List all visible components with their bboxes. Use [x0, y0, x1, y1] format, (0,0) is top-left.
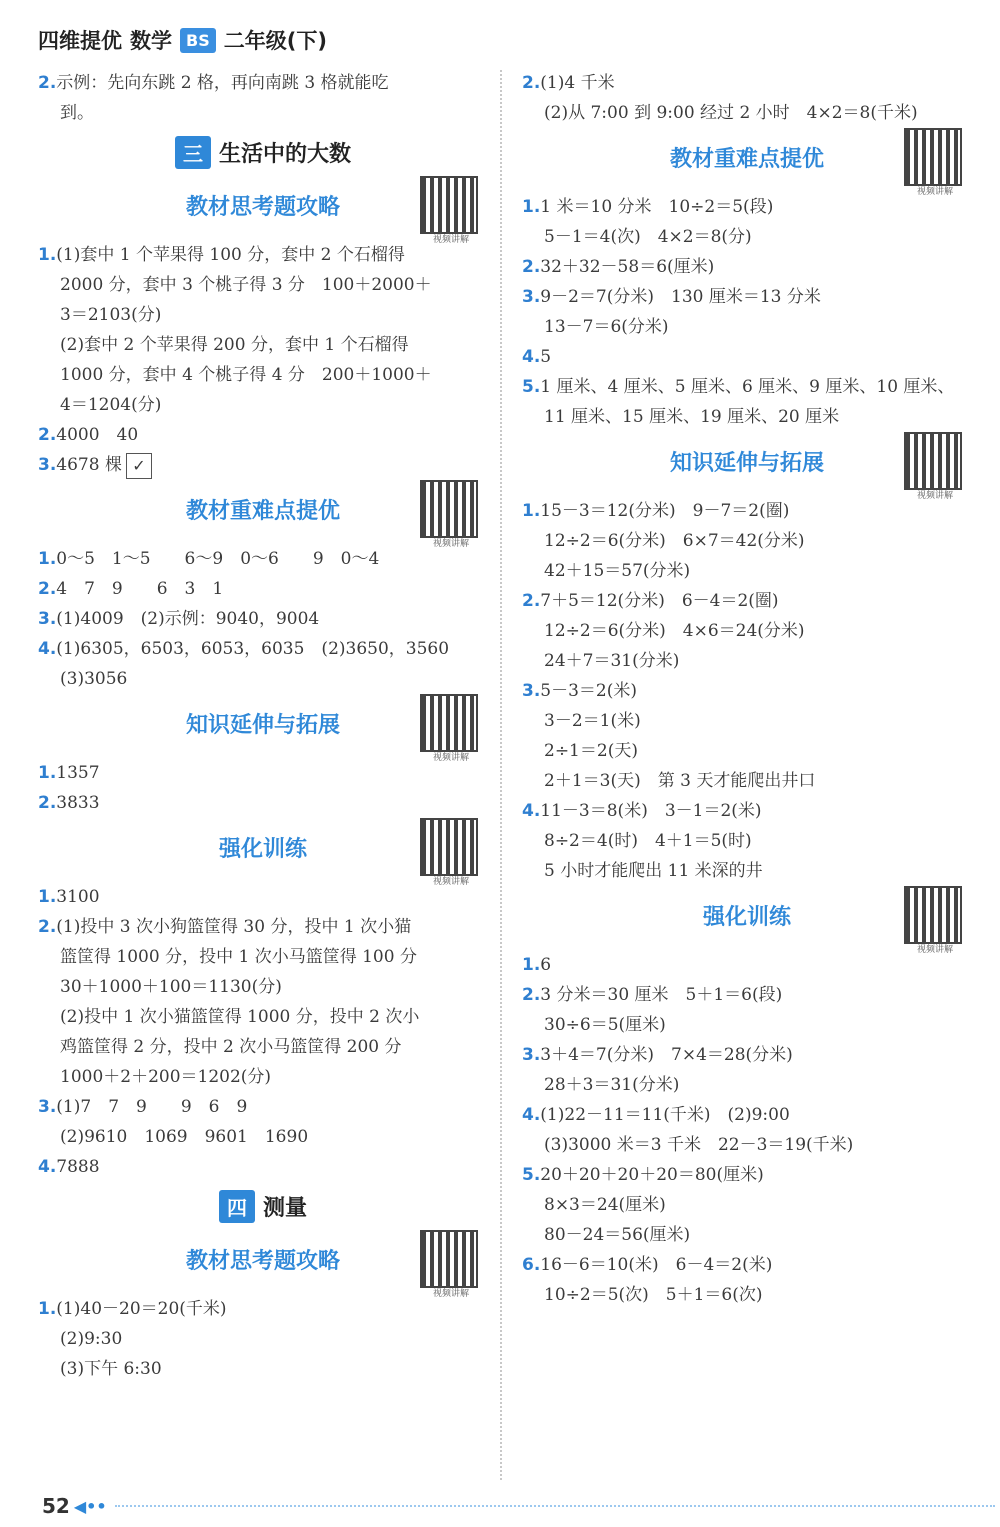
- qr-code[interactable]: [420, 480, 482, 550]
- answer-line: [38, 450, 488, 480]
- unit-title: 测量: [262, 1195, 307, 1221]
- answer-line: [38, 664, 488, 694]
- answer-line: [522, 766, 972, 796]
- unit-heading-4: [38, 1182, 488, 1230]
- answer-line: [522, 1070, 972, 1100]
- question-number: 1.: [522, 501, 541, 521]
- qr-caption: 视频讲解: [916, 945, 953, 955]
- answer-text: 3833: [56, 793, 100, 813]
- answer-line: [522, 980, 972, 1010]
- qr-code[interactable]: [904, 432, 966, 502]
- answer-line: [522, 1040, 972, 1070]
- answer-line: [38, 1002, 488, 1032]
- answer-text: 5－1＝4(次) 4×2＝8(分): [544, 227, 752, 247]
- section-title: 强化训练: [218, 837, 307, 862]
- qr-code[interactable]: [420, 818, 482, 888]
- answer-text: 11－3＝8(米) 3－1＝2(米): [540, 801, 762, 821]
- question-number: 2.: [38, 73, 57, 93]
- answer-text: 4＝1204(分): [60, 395, 162, 415]
- answer-line: [522, 252, 972, 282]
- answer-line: [38, 1122, 488, 1152]
- answer-text: 示例：先向东跳 2 格，再向南跳 3 格就能吃: [56, 73, 389, 93]
- question-number: 4.: [38, 1157, 57, 1177]
- answer-text: 9－2＝7(分米) 130 厘米＝13 分米: [540, 287, 821, 307]
- answer-text: 15－3＝12(分米) 9－7＝2(圈): [540, 501, 790, 521]
- answer-text: 5 小时才能爬出 11 米深的井: [544, 861, 763, 881]
- answer-text: (1)投中 3 次小狗篮筐得 30 分，投中 1 次小猫: [56, 917, 412, 937]
- column-divider: [500, 70, 502, 1480]
- answer-text: 3 分米＝30 厘米 5＋1＝6(段): [540, 985, 783, 1005]
- answer-block: [38, 544, 488, 694]
- answer-text: 7＋5＝12(分米) 6－4＝2(圈): [540, 591, 779, 611]
- question-number: 1.: [38, 245, 57, 265]
- right-column: [522, 68, 972, 1310]
- answer-text: 6: [540, 955, 552, 975]
- question-number: 4.: [522, 1105, 541, 1125]
- answer-text: (1)22－11＝11(千米) (2)9:00: [540, 1105, 790, 1125]
- section-title: 教材重难点提优: [185, 499, 340, 524]
- answer-block: [522, 496, 972, 886]
- answer-text: (2)从 7:00 到 9:00 经过 2 小时 4×2＝8(千米): [544, 103, 918, 123]
- question-number: 3.: [38, 455, 57, 475]
- answer-line: [522, 1160, 972, 1190]
- question-number: 1.: [38, 549, 57, 569]
- answer-line: [522, 98, 972, 128]
- answer-line: [522, 1130, 972, 1160]
- question-number: 1.: [522, 955, 541, 975]
- answer-line: [38, 98, 488, 128]
- answer-text: 3100: [56, 887, 100, 907]
- answer-text: (1)套中 1 个苹果得 100 分，套中 2 个石榴得: [56, 245, 405, 265]
- qr-caption: 视频讲解: [432, 1289, 469, 1299]
- left-column: [38, 68, 488, 1384]
- answer-line: [38, 420, 488, 450]
- answer-line: [38, 1062, 488, 1092]
- answer-line: [38, 330, 488, 360]
- question-number: 4.: [522, 347, 541, 367]
- answer-text: 2＋1＝3(天) 第 3 天才能爬出井口: [544, 771, 816, 791]
- qr-code-image: [904, 886, 962, 944]
- answer-text: 1 米＝10 分米 10÷2＝5(段): [540, 197, 774, 217]
- subject-name: 数学: [130, 29, 172, 53]
- answer-text: 42＋15＝57(分米): [544, 561, 691, 581]
- answer-text: 32＋32－58＝6(厘米): [540, 257, 715, 277]
- answer-text: 7888: [56, 1157, 100, 1177]
- answer-line: [522, 796, 972, 826]
- question-number: 4.: [38, 639, 57, 659]
- answer-text: (3)下午 6:30: [60, 1359, 162, 1379]
- answer-line: [38, 604, 488, 634]
- section-title: 知识延伸与拓展: [669, 451, 824, 476]
- answer-line: [38, 788, 488, 818]
- answer-text: (2)9:30: [60, 1329, 123, 1349]
- arrow-left-icon: ◀••: [73, 1496, 107, 1516]
- answer-line: [522, 1250, 972, 1280]
- question-number: 5.: [522, 377, 541, 397]
- qr-caption: 视频讲解: [432, 539, 469, 549]
- edition-badge: BS: [180, 28, 216, 53]
- answer-text: 鸡篮筐得 2 分，投中 2 次小马篮筐得 200 分: [60, 1037, 402, 1057]
- answer-text: 1357: [56, 763, 100, 783]
- answer-text: 20＋20＋20＋20＝80(厘米): [540, 1165, 764, 1185]
- answer-text: 11 厘米、15 厘米、19 厘米、20 厘米: [544, 407, 840, 427]
- answer-text: 8×3＝24(厘米): [544, 1195, 666, 1215]
- qr-caption: 视频讲解: [916, 187, 953, 197]
- answer-line: [522, 1010, 972, 1040]
- question-number: 2.: [38, 793, 57, 813]
- answer-line: [522, 586, 972, 616]
- section-title: 教材重难点提优: [669, 147, 824, 172]
- answer-block: [38, 882, 488, 1182]
- answer-line: [38, 972, 488, 1002]
- answer-text: 3＋4＝7(分米) 7×4＝28(分米): [540, 1045, 793, 1065]
- answer-text: 4678 棵: [56, 455, 122, 475]
- question-number: 2.: [38, 425, 57, 445]
- answer-text: 8÷2＝4(时) 4＋1＝5(时): [544, 831, 752, 851]
- answer-line: [522, 1220, 972, 1250]
- answer-text: 13－7＝6(分米): [544, 317, 669, 337]
- answer-text: 28＋3＝31(分米): [544, 1075, 680, 1095]
- section-heading: [38, 818, 488, 887]
- answer-text: 30＋1000＋100＝1130(分): [60, 977, 282, 997]
- answer-text: (2)套中 2 个苹果得 200 分，套中 1 个石榴得: [60, 335, 409, 355]
- answer-line: [38, 1152, 488, 1182]
- answer-line: [38, 1354, 488, 1384]
- section-heading: [38, 1230, 488, 1299]
- answer-line: [522, 526, 972, 556]
- qr-code[interactable]: [420, 694, 482, 764]
- check-icon: ✓: [126, 453, 152, 479]
- answer-text: 1000 分，套中 4 个桃子得 4 分 200＋1000＋: [60, 365, 432, 385]
- answer-text: 5－3＝2(米): [540, 681, 638, 701]
- answer-text: 30÷6＝5(厘米): [544, 1015, 666, 1035]
- qr-code-image: [420, 818, 478, 876]
- answer-line: [522, 312, 972, 342]
- series-name: 四维提优: [38, 29, 122, 53]
- answer-line: [38, 1324, 488, 1354]
- qr-code-image: [420, 694, 478, 752]
- answer-text: 5: [540, 347, 552, 367]
- answer-line: [522, 736, 972, 766]
- answer-text: 1 厘米、4 厘米、5 厘米、6 厘米、9 厘米、10 厘米、: [540, 377, 955, 397]
- answer-text: 10÷2＝5(次) 5＋1＝6(次): [544, 1285, 763, 1305]
- section-title: 教材思考题攻略: [185, 1249, 340, 1274]
- section-heading: [522, 886, 972, 955]
- page-footer: [42, 1494, 995, 1518]
- question-number: 4.: [522, 801, 541, 821]
- question-number: 1.: [38, 1299, 57, 1319]
- answer-line: [38, 68, 488, 98]
- question-number: 5.: [522, 1165, 541, 1185]
- question-number: 1.: [38, 887, 57, 907]
- answer-line: [38, 390, 488, 420]
- answer-line: [522, 556, 972, 586]
- answer-line: [522, 372, 972, 402]
- answer-line: [522, 222, 972, 252]
- section-title: 教材思考题攻略: [185, 195, 340, 220]
- answer-line: [38, 1092, 488, 1122]
- answer-line: [522, 706, 972, 736]
- answer-text: 2÷1＝2(天): [544, 741, 638, 761]
- left-intro: [38, 68, 488, 128]
- answer-block: [38, 1294, 488, 1384]
- qr-code[interactable]: [904, 128, 966, 198]
- qr-caption: 视频讲解: [432, 877, 469, 887]
- answer-text: 0～5 1～5 6～9 0～6 9 0～4: [56, 549, 380, 569]
- answer-text: 3＝2103(分): [60, 305, 162, 325]
- qr-caption: 视频讲解: [916, 491, 953, 501]
- answer-line: [38, 300, 488, 330]
- answer-text: 到。: [60, 103, 94, 123]
- qr-code-image: [420, 480, 478, 538]
- answer-text: 2000 分，套中 3 个桃子得 3 分 100＋2000＋: [60, 275, 432, 295]
- qr-code[interactable]: [904, 886, 966, 956]
- qr-code-image: [420, 1230, 478, 1288]
- qr-code-image: [904, 432, 962, 490]
- answer-line: [38, 360, 488, 390]
- answer-text: (3)3000 米＝3 千米 22－3＝19(千米): [544, 1135, 854, 1155]
- question-number: 3.: [522, 1045, 541, 1065]
- section-title: 知识延伸与拓展: [185, 713, 340, 738]
- unit-heading-3: [38, 128, 488, 176]
- section-title: 强化训练: [702, 905, 791, 930]
- answer-text: 12÷2＝6(分米) 4×6＝24(分米): [544, 621, 805, 641]
- qr-code[interactable]: [420, 176, 482, 246]
- question-number: 1.: [522, 197, 541, 217]
- answer-line: [522, 646, 972, 676]
- answer-line: [522, 1280, 972, 1310]
- answer-line: [38, 574, 488, 604]
- answer-text: 4000 40: [56, 425, 139, 445]
- page-number: 52: [42, 1494, 70, 1518]
- qr-caption: 视频讲解: [432, 753, 469, 763]
- answer-text: (3)3056: [60, 669, 128, 689]
- answer-text: 篮筐得 1000 分，投中 1 次小马篮筐得 100 分: [60, 947, 417, 967]
- section-heading: [38, 480, 488, 549]
- right-intro: [522, 68, 972, 128]
- footer-rule: [115, 1505, 995, 1507]
- answer-line: [522, 342, 972, 372]
- question-number: 2.: [38, 917, 57, 937]
- answer-line: [38, 634, 488, 664]
- answer-text: (1)4009 (2)示例：9040，9004: [56, 609, 320, 629]
- answer-text: 24＋7＝31(分米): [544, 651, 680, 671]
- answer-text: (2)投中 1 次小猫篮筐得 1000 分，投中 2 次小: [60, 1007, 420, 1027]
- answer-line: [38, 912, 488, 942]
- question-number: 2.: [522, 985, 541, 1005]
- section-heading: [522, 128, 972, 197]
- page-header: [38, 22, 327, 58]
- qr-caption: 视频讲解: [432, 235, 469, 245]
- answer-line: [522, 402, 972, 432]
- unit-number-mark: 三: [175, 136, 211, 169]
- answer-text: 1000＋2＋200＝1202(分): [60, 1067, 272, 1087]
- answer-block: [38, 240, 488, 450]
- question-number: 3.: [38, 1097, 57, 1117]
- question-number: 3.: [38, 609, 57, 629]
- answer-line: [522, 282, 972, 312]
- answer-text: (1)6305，6503，6053，6035 (2)3650，3560: [56, 639, 450, 659]
- question-number: 2.: [522, 257, 541, 277]
- answer-block: [38, 758, 488, 818]
- answer-text: (1)4 千米: [540, 73, 615, 93]
- unit-number-mark: 四: [219, 1190, 255, 1223]
- qr-code-image: [904, 128, 962, 186]
- answer-line: [522, 616, 972, 646]
- answer-block: [522, 950, 972, 1310]
- answer-line: [38, 270, 488, 300]
- question-number: 6.: [522, 1255, 541, 1275]
- answer-line: [522, 1190, 972, 1220]
- question-number: 3.: [522, 287, 541, 307]
- answer-block: [522, 192, 972, 432]
- answer-line: [38, 942, 488, 972]
- question-number: 1.: [38, 763, 57, 783]
- answer-line: [522, 676, 972, 706]
- answer-text: 12÷2＝6(分米) 6×7＝42(分米): [544, 531, 805, 551]
- answer-line: [38, 1032, 488, 1062]
- answer-text: 16－6＝10(米) 6－4＝2(米): [540, 1255, 773, 1275]
- question-number: 2.: [522, 591, 541, 611]
- answer-line: [522, 68, 972, 98]
- qr-code[interactable]: [420, 1230, 482, 1300]
- qr-code-image: [420, 176, 478, 234]
- question-number: 2.: [522, 73, 541, 93]
- section-heading: [38, 176, 488, 245]
- answer-line: [522, 826, 972, 856]
- answer-text: 80－24＝56(厘米): [544, 1225, 691, 1245]
- unit-title: 生活中的大数: [218, 141, 351, 167]
- section-heading: [522, 432, 972, 501]
- answer-text: 4 7 9 6 3 1: [56, 579, 224, 599]
- question-number: 2.: [38, 579, 57, 599]
- answer-text: (2)9610 1069 9601 1690: [60, 1127, 309, 1147]
- answer-line: [522, 1100, 972, 1130]
- answer-text: (1)40－20＝20(千米): [56, 1299, 227, 1319]
- answer-line: [522, 856, 972, 886]
- answer-text: (1)7 7 9 9 6 9: [56, 1097, 248, 1117]
- answer-text: 3－2＝1(米): [544, 711, 641, 731]
- section-heading: [38, 694, 488, 763]
- question-number: 3.: [522, 681, 541, 701]
- grade-label: 二年级(下): [223, 29, 327, 53]
